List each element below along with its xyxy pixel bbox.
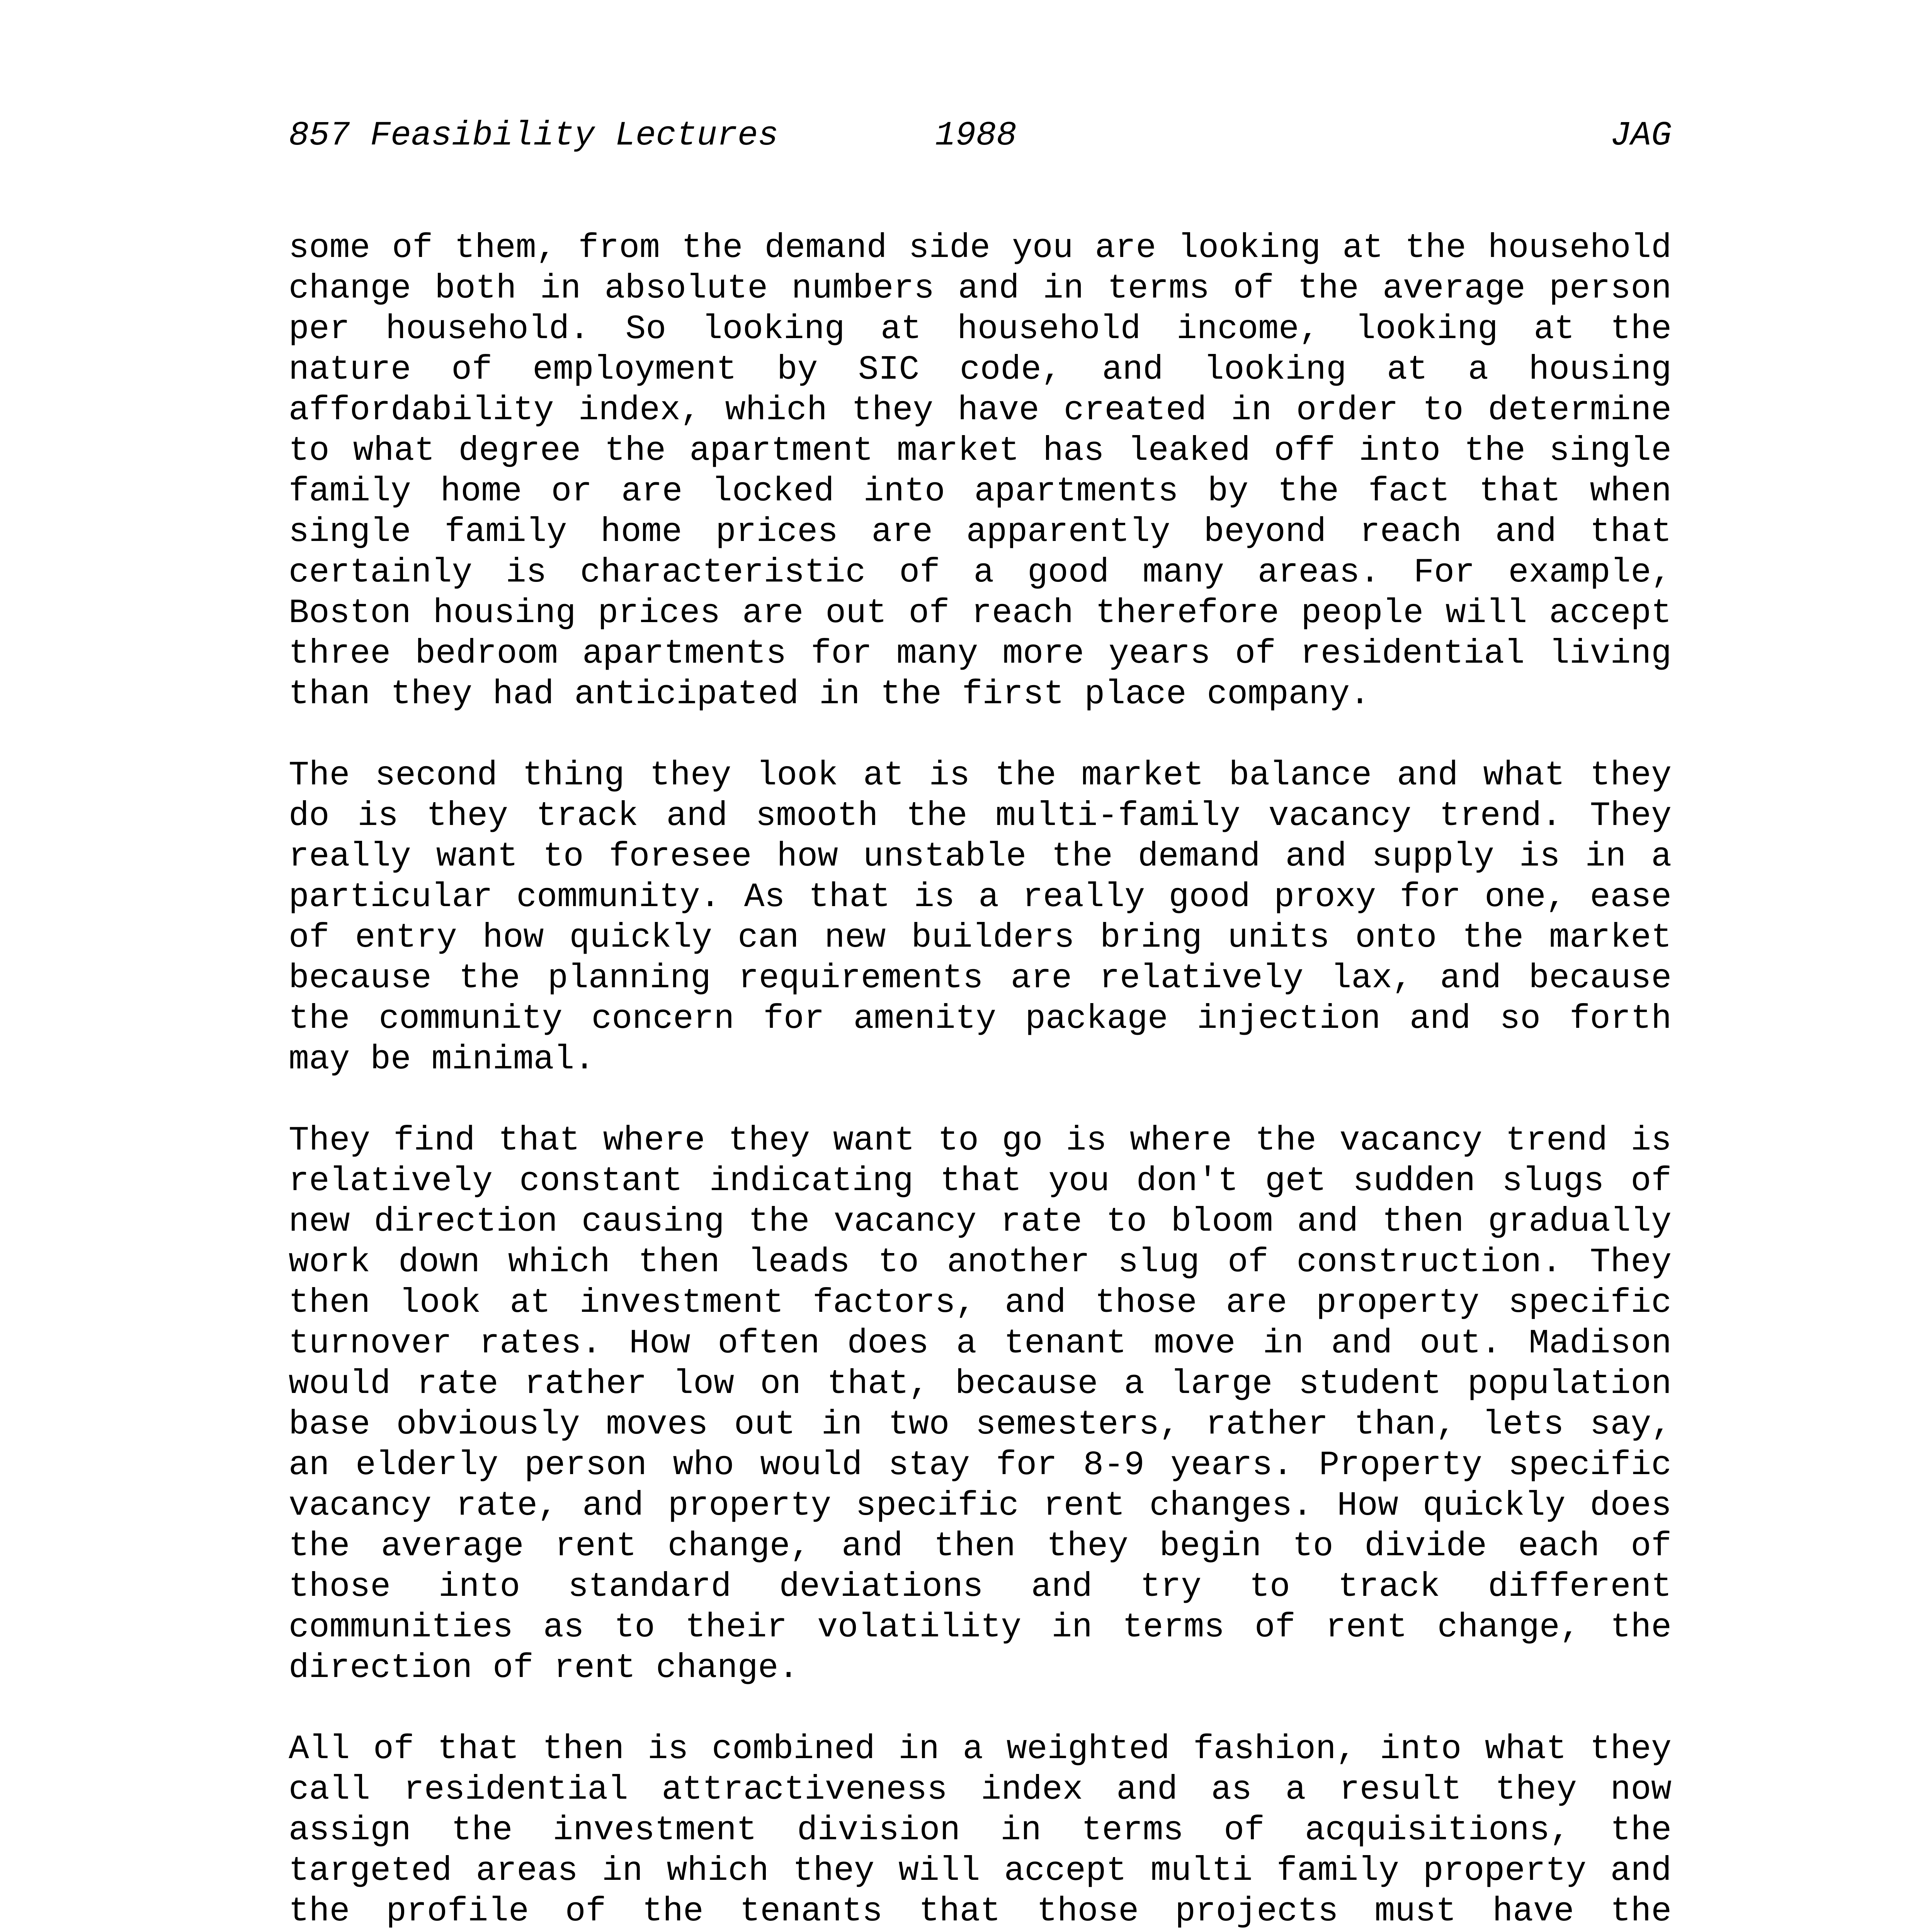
lecture-body: [289, 228, 1672, 1932]
paragraph-attractiveness-index: All of that then is combined in a weighted fashion, into what they call residential attractiveness index and as a result they now assign the investment division in terms of acquisitions, the targeted areas in which they will accept multi family property and the profile of the tenants that those projects must have the: [289, 1730, 1672, 1931]
header-author-initials: JAG: [1610, 117, 1672, 155]
paragraph-demand-side: some of them, from the demand side you are looking at the household change both in absolute numbers and in terms of the average person per household. So looking at household income, looking at the nature of employment by SIC code, and looking at a housing affordability index, which they have created in order to determine to what degree the apartment market has leaked off into the single family home or are locked into apartments by the fact that when single family home prices are apparently beyond reach and that certainly is characteristic of a good many areas. For example, Boston housing prices are out of reach therefore people will accept three bedroom apartments for many more years of residential living than they had anticipated in the first place company.: [289, 229, 1672, 714]
page-header: [289, 113, 1672, 159]
header-year: 1988: [935, 117, 1017, 155]
header-course-title: 857 Feasibility Lectures: [289, 117, 779, 155]
paragraph-vacancy-trend: They find that where they want to go is where the vacancy trend is relatively constant indicating that you don't get sudden slugs of new direction causing the vacancy rate to bloom and then gradually work down which then leads to another slug of construction. They then look at investment factors, and those are property specific turnover rates. How often does a tenant move in and out. Madison would rate rather low on that, because a large student population base obviously moves out in two semesters, rather than, lets say, an elderly person who would stay for 8-9 years. Property specific vacancy rate, and property specific rent changes. How quickly does the average rent change, and then they begin to divide each of those into standard deviations and try to track different communities as to their volatility in terms of rent change, the direction of rent change.: [289, 1122, 1672, 1687]
paragraph-market-balance: The second thing they look at is the market balance and what they do is they track and smooth the multi-family vacancy trend. They really want to foresee how unstable the demand and supply is in a particular community. As that is a really good proxy for one, ease of entry how quickly can new builders bring units onto the market because the planning requirements are relatively lax, and because the community concern for amenity package injection and so forth may be minimal.: [289, 757, 1672, 1079]
